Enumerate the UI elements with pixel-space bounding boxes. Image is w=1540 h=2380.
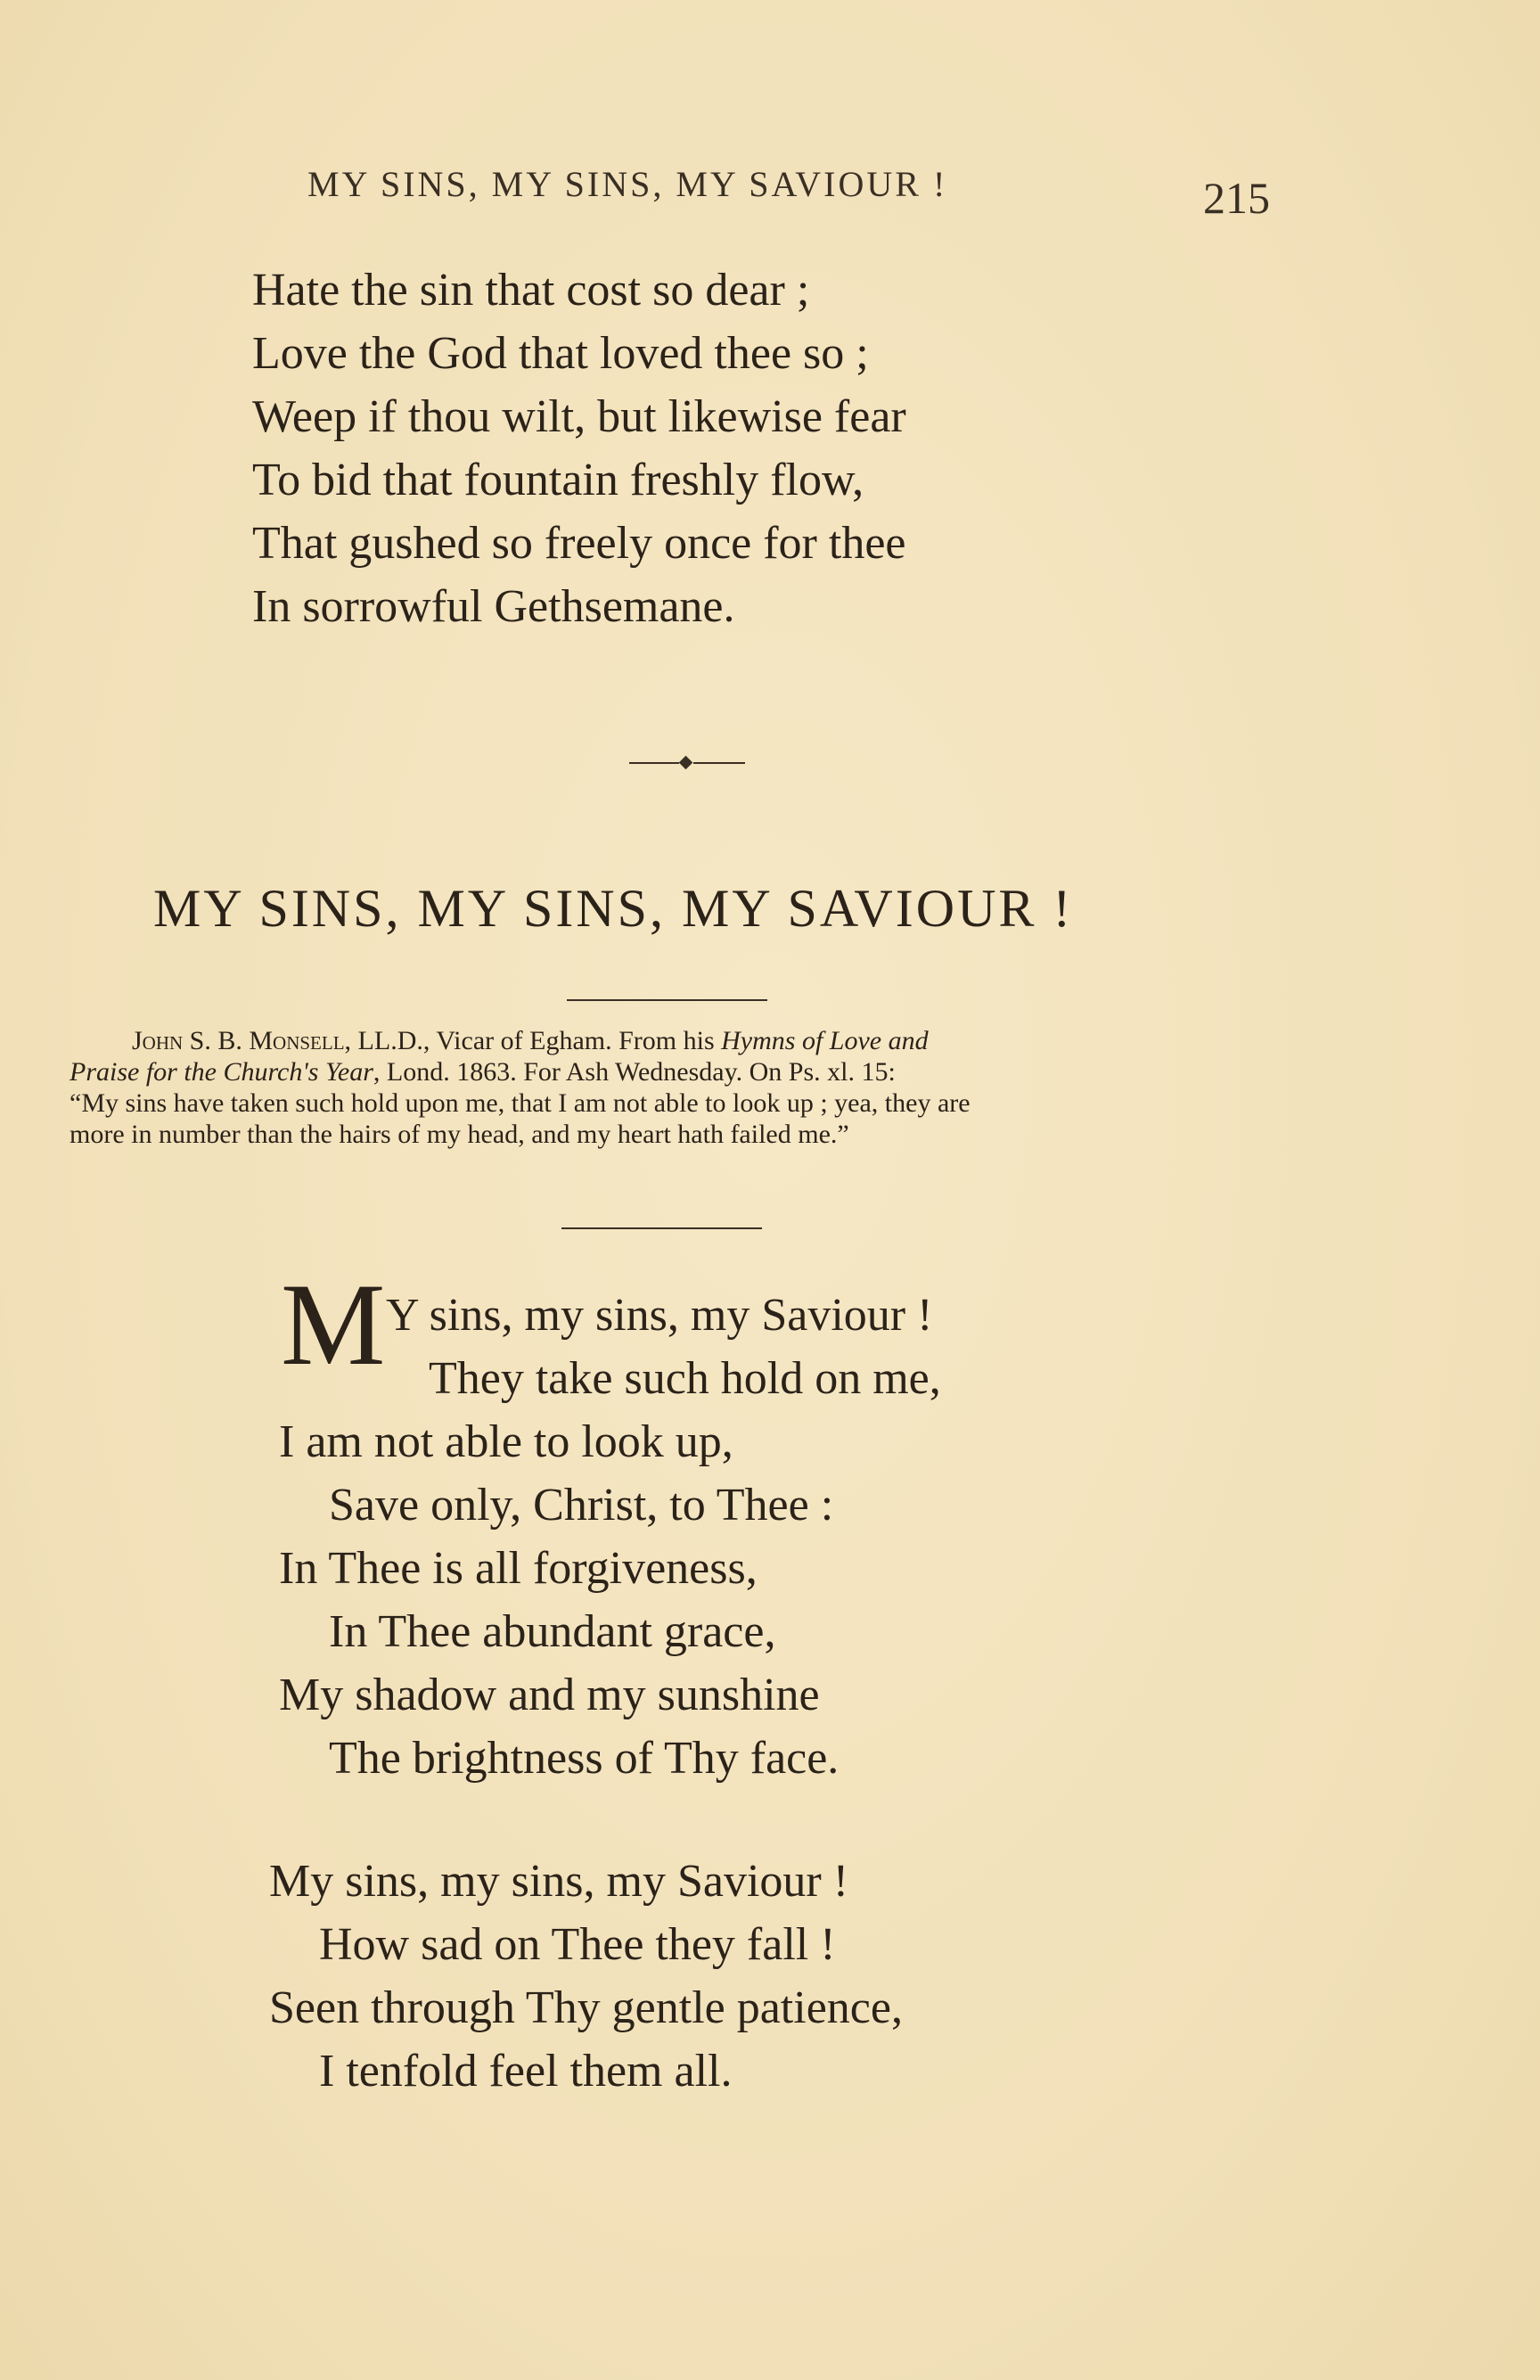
verse-line: I tenfold feel them all. (319, 2046, 733, 2097)
verse-line: Weep if thou wilt, but likewise fear (252, 391, 906, 442)
verse-line: I am not able to look up, (279, 1416, 733, 1467)
verse-line: Love the God that loved thee so ; (252, 328, 869, 379)
verse-line: Save only, Christ, to Thee : (329, 1480, 834, 1531)
verse-line: Y sins, my sins, my Saviour ! (386, 1290, 933, 1341)
divider-rule (561, 1227, 762, 1229)
hymn-title: MY SINS, MY SINS, MY SAVIOUR ! (153, 879, 1074, 938)
previous-hymn-stanza (252, 259, 906, 638)
verse-line: To bid that fountain freshly flow, (252, 455, 864, 505)
note-line: “My sins have taken such hold upon me, that I am not able to look up ; yea, they are (70, 1088, 971, 1118)
note-author: John S. B. Monsell (132, 1026, 345, 1055)
book-title: Hymns of Love and (721, 1026, 929, 1055)
drop-cap: M (281, 1259, 386, 1390)
verse-line: That gushed so freely once for thee (252, 518, 906, 569)
page-number: 215 (1203, 173, 1270, 223)
verse-line: Hate the sin that cost so dear ; (252, 265, 810, 316)
note-line: Praise for the Church's Year, Lond. 1863. For Ash Wednesday. On Ps. xl. 15: (70, 1057, 896, 1087)
verse-line: In Thee abundant grace, (329, 1606, 776, 1657)
verse-line: In Thee is all forgiveness, (279, 1543, 758, 1594)
verse-line: My shadow and my sunshine (279, 1670, 820, 1720)
hymn-stanza-1 (279, 1284, 941, 1790)
book-title: Praise for the Church's Year (70, 1057, 373, 1087)
verse-line: Seen through Thy gentle patience, (269, 1982, 903, 2033)
verse-line: They take such hold on me, (429, 1353, 941, 1404)
note-line: John S. B. Monsell, LL.D., Vicar of Egham. From his Hymns of Love and (132, 1026, 929, 1055)
diamond-icon (679, 756, 693, 770)
running-head: MY SINS, MY SINS, MY SAVIOUR ! (307, 164, 948, 204)
note-line: more in number than the hairs of my head, and my heart hath failed me.” (70, 1120, 849, 1149)
divider-rule (567, 999, 767, 1001)
hymn-stanza-2 (269, 1850, 903, 2103)
verse-line: The brightness of Thy face. (329, 1733, 840, 1784)
verse-line: My sins, my sins, my Saviour ! (269, 1856, 849, 1907)
hymn-attribution-note (70, 1025, 1264, 1150)
verse-line: How sad on Thee they fall ! (319, 1919, 836, 1970)
section-divider-ornament (629, 754, 745, 772)
verse-line: In sorrowful Gethsemane. (252, 581, 735, 632)
